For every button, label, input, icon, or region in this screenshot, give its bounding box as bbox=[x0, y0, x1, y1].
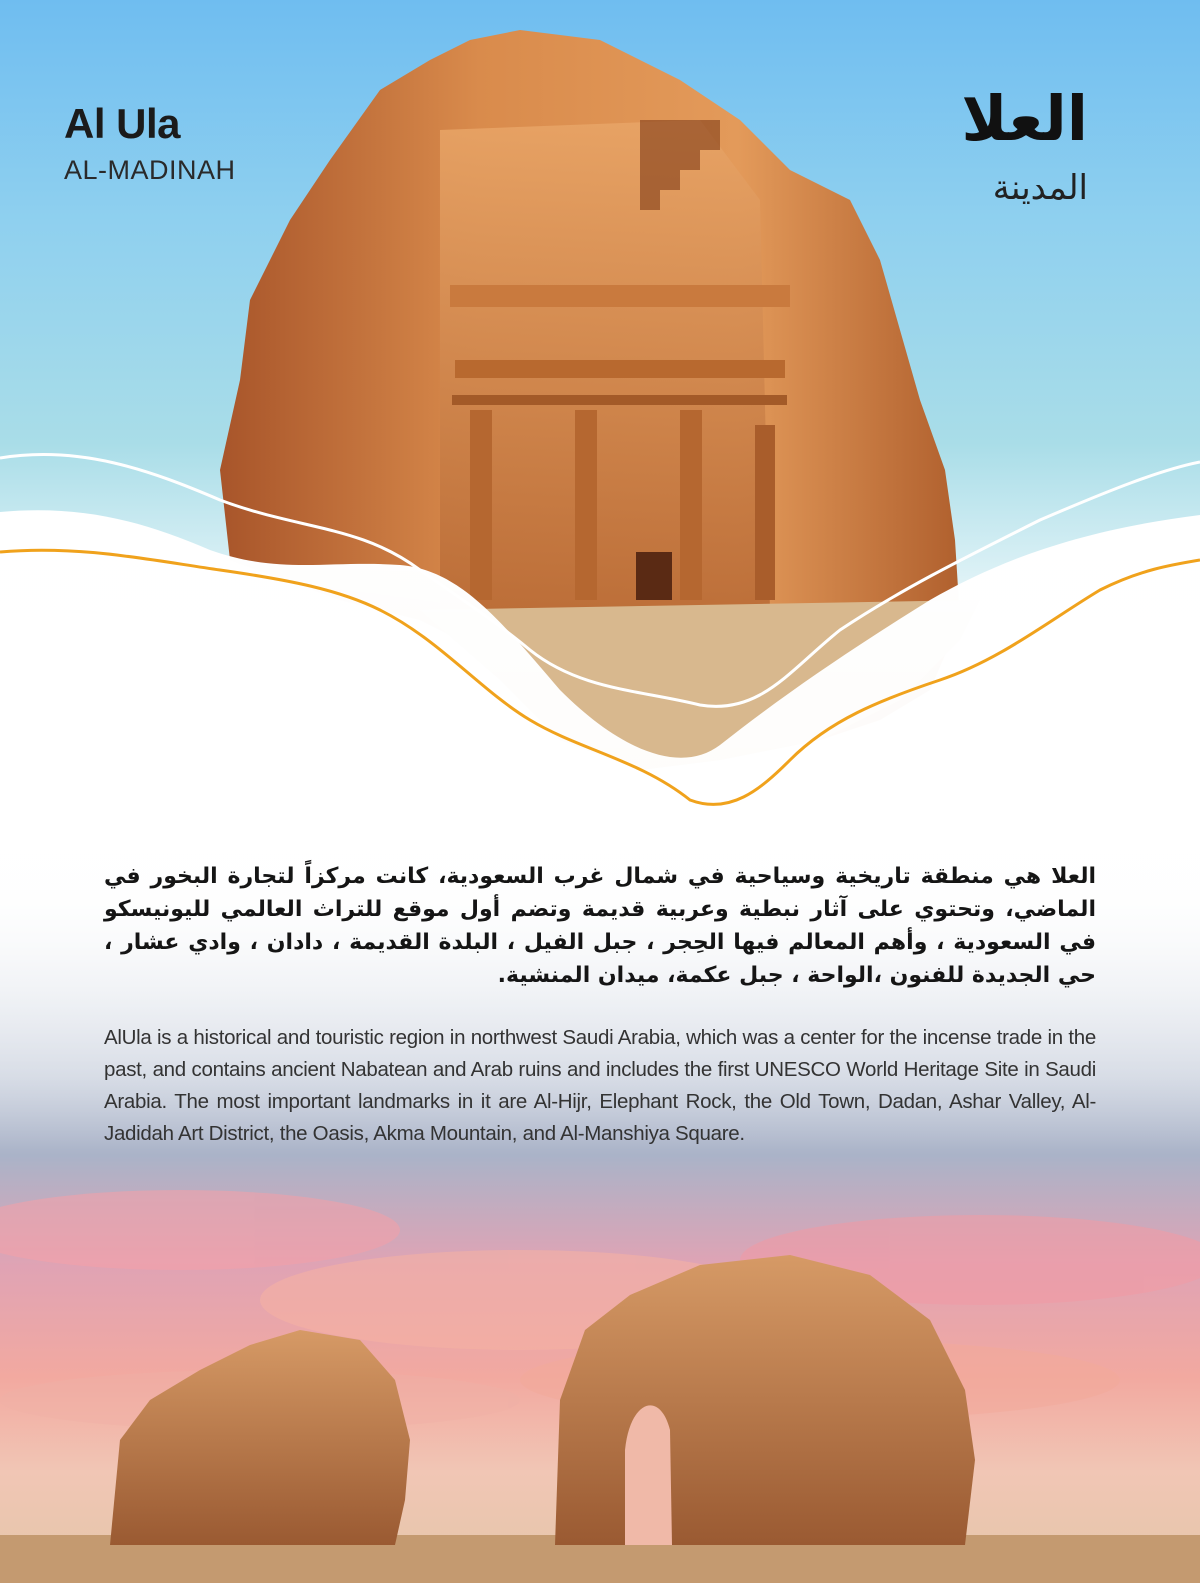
subtitle-english: AL-MADINAH bbox=[64, 155, 236, 185]
description-english: AlUla is a historical and touristic region in northwest Saudi Arabia, which was a center for the incense trade in the past, and contains ancient Nabatean and Arab ruins and includes the first UNESCO World Heritage Site in Saudi Arabia. The most important landmarks in it are Al-Hijr, Elephant Rock, the Old Town, Dadan, Ashar Valley, Al-Jadidah Art District, the Oasis, Akma Mountain, and Al-Manshiya Square. bbox=[104, 1026, 1096, 1145]
description-arabic: العلا هي منطقة تاريخية وسياحية في شمال غرب السعودية، كانت مركزاً لتجارة البخور في الماضي، وتحتوي على آثار نبطية وعربية قديمة وتضم أول موقع للتراث العالمي لليونيسكو في السعودية ، وأهم المعالم فيها الحِجر ، جبل الفيل ، البلدة القديمة ، دادان ، وادي عشار ، حي الجديدة للفنون ،الواحة ، جبل عكمة، ميدان المنشية. bbox=[104, 864, 1096, 988]
subtitle-arabic: المدينة bbox=[992, 168, 1088, 208]
title-arabic: العلا bbox=[961, 82, 1088, 155]
title-english: Al Ula bbox=[64, 100, 181, 147]
small-rock-image bbox=[110, 1330, 410, 1545]
